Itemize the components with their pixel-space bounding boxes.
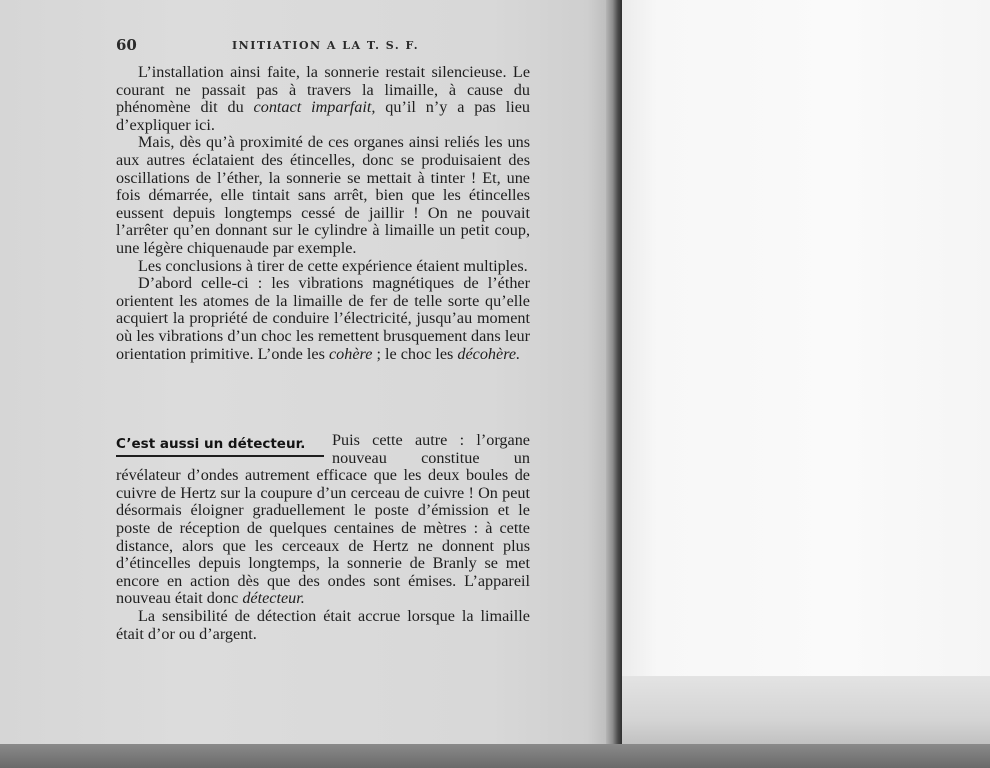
text-run: qu’il n’y a pas lieu d’expliquer ici. bbox=[116, 98, 531, 134]
body-text bbox=[116, 64, 530, 363]
paragraph-3: Les conclusions à tirer de cette expérience étaient multiples. bbox=[138, 256, 528, 275]
text-run: D’abord celle-ci : les vibrations magnétiques de l’éther orientent les atomes de la limaille de fer de telle sorte qu’elle acquiert la propriété de conduire l’électricité, jusqu’au moment où les vibrations d’un choc les remettent brusquement dans leur orientation primitive. L’onde les bbox=[116, 274, 530, 363]
paragraph-2: Mais, dès qu’à proximité de ces organes ainsi reliés les uns aux autres éclataient des étincelles, donc se produisaient des oscillations de l’éther, la sonnerie se mettait à tinter ! Et, une fois démarrée, elle tintait sans arrêt, bien que les étincelles eussent depuis longtemps cessé de jaillir ! On ne pouvait l’arrêter qu’en donnant sur le cylindre à limaille un petit coup, une légère chiquenaude par exemple. bbox=[116, 133, 530, 257]
right-page-lower-edge bbox=[620, 676, 990, 750]
italic-term: décohère. bbox=[457, 344, 521, 363]
section-paragraph-1 bbox=[116, 432, 530, 608]
italic-term: détecteur. bbox=[242, 589, 305, 608]
running-head bbox=[116, 36, 536, 56]
paragraph-1 bbox=[116, 64, 530, 134]
running-title: INITIATION A LA T. S. F. bbox=[232, 39, 420, 52]
section-detector bbox=[116, 432, 530, 643]
section-paragraph-2: La sensibilité de détection était accrue lorsque la limaille était d’or ou d’argent. bbox=[116, 606, 530, 643]
section-heading: C’est aussi un détecteur. bbox=[116, 436, 324, 457]
bottom-shadow bbox=[0, 744, 990, 768]
italic-term: cohère bbox=[328, 344, 373, 363]
text-run: ; le choc les bbox=[372, 344, 458, 363]
text-run: Puis cette autre : l’organe nouveau constitue un révélateur d’ondes autrement efficace que les deux boules de cuivre de Hertz sur la coupure d’un cerceau de cuivre ! On peut désormais éloigner graduellement le poste d’émission et le poste de réception de quelques centaines de mètres : à cette distance, alors que les cerceaux de Hertz ne donnent plus d’étincelles depuis longtemps, la sonnerie de Branly se met encore en action dès que des ondes sont émises. L’appareil nouveau était donc bbox=[116, 431, 530, 608]
paragraph-4 bbox=[116, 275, 530, 363]
book-gutter bbox=[606, 0, 622, 752]
italic-term: contact imparfait, bbox=[253, 98, 376, 117]
page-number: 60 bbox=[116, 36, 137, 54]
text-run: L’installation ainsi faite, la sonnerie restait silencieuse. Le courant ne passait pas à travers la limaille, à cause du phénomène dit du bbox=[116, 63, 530, 117]
right-blank-page bbox=[620, 0, 990, 690]
